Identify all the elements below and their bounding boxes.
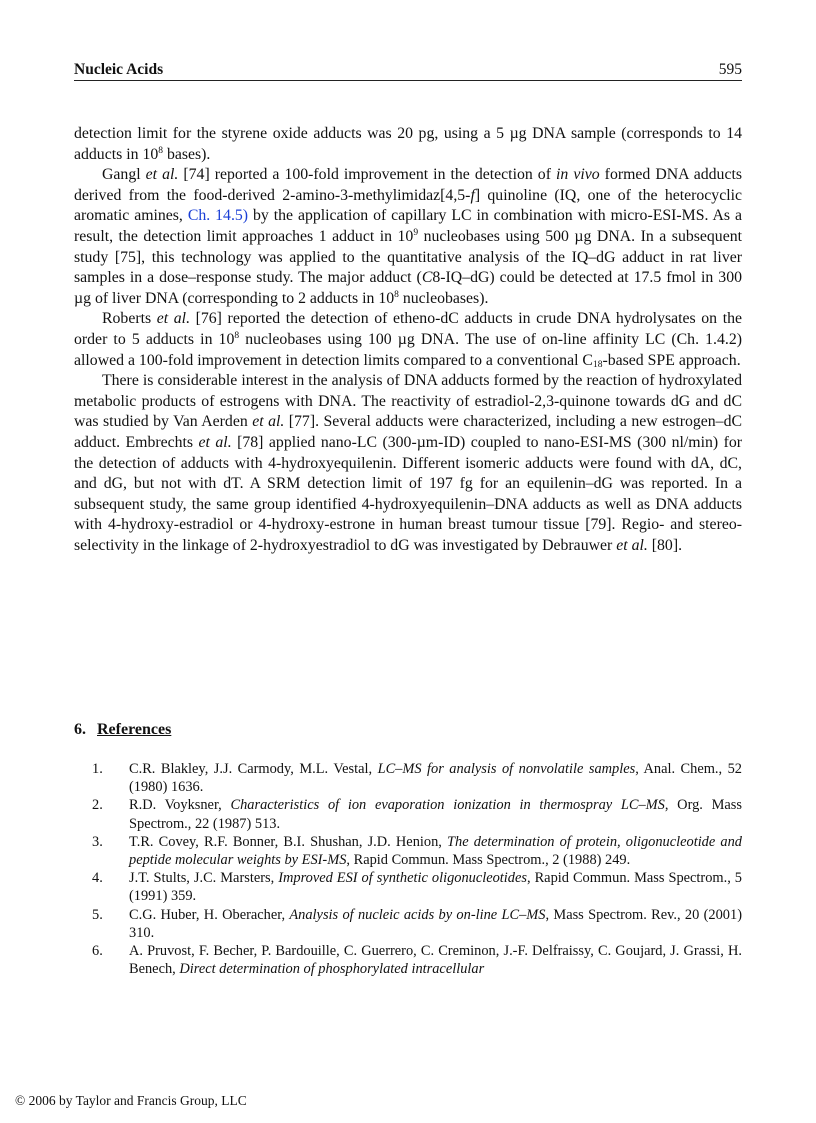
reference-item: 2. R.D. Voyksner, Characteristics of ion evaporation ionization in thermospray LC–MS, Org. Mass Spectrom., 22 (1987) 513. [92, 797, 742, 832]
running-header [74, 60, 742, 81]
reference-list [74, 760, 742, 978]
running-title: Nucleic Acids [74, 61, 164, 78]
chapter-link[interactable]: Ch. 14.5) [187, 207, 249, 225]
reference-item: 5. C.G. Huber, H. Oberacher, Analysis of nucleic acids by on-line LC–MS, Mass Spectrom. Rev., 20 (2001) 310. [92, 906, 742, 941]
reference-item: 3. T.R. Covey, R.F. Bonner, B.I. Shushan, J.D. Henion, The determination of protein, oligonucleotide and peptide molecular weights by ESI-MS, Rapid Commun. Mass Spectrom., 2 (1988) 249. [92, 833, 742, 869]
reference-item: 1. C.R. Blakley, J.J. Carmody, M.L. Vestal, LC–MS for analysis of nonvolatile samples, Anal. Chem., 52 (1980) 1636. [92, 761, 742, 796]
paragraph-2: Gangl et al. [74] reported a 100-fold improvement in the detection of in vivo formed DNA adducts derived from the food-derived 2-amino-3-methylimidaz[4,5-f] quinoline (IQ, one of the heterocyclic aromatic amines, Ch. 14.5) by the application of capillary LC in combination with micro-ESI-MS. As a result, the detection limit approaches 1 adduct in $10^9$ nucleobases using 500 µg DNA. In a subsequent study [75], this technology was applied to the quantitative analysis of the IQ–dG adduct in rat liver samples in a dose–response study. The major adduct (C8-IQ–dG) could be detected at 17.5 fmol in 300 µg of liver DNA (corresponding to 2 adducts in $10^8$ nucleobases). [74, 166, 743, 307]
page-number: 595 [718, 61, 742, 78]
section-number: 6. [74, 721, 86, 738]
copyright-footer: © 2006 by Taylor and Francis Group, LLC [15, 1093, 247, 1108]
reference-item: 4. J.T. Stults, J.C. Marsters, Improved ESI of synthetic oligonucleotides, Rapid Commun. Mass Spectrom., 5 (1991) 359. [92, 870, 742, 905]
section-title: References [97, 721, 172, 738]
paragraph-1: detection limit for the styrene oxide adducts was 20 pg, using a 5 µg DNA sample (corresponds to 14 adducts in $10^8$ bases). [74, 125, 742, 163]
paragraph-3: Roberts et al. [76] reported the detection of etheno-dC adducts in crude DNA hydrolysates on the order to 5 adducts in $10^8$ nucleobases using 100 µg DNA. The use of on-line affinity LC (Ch. 1.4.2) allowed a 100-fold improvement in detection limits compared to a conventional $C_{18}$-based SPE approach. [74, 310, 742, 370]
section-heading [74, 721, 171, 739]
body-text [74, 124, 742, 556]
reference-item: 6. A. Pruvost, F. Becher, P. Bardouille, C. Guerrero, C. Creminon, J.-F. Delfraissy, C. Goujard, J. Grassi, H. Benech, Direct determination of phosphorylated intracellular [92, 943, 742, 978]
paragraph-4: There is considerable interest in the analysis of DNA adducts formed by the reaction of hydroxylated metabolic products of estrogens with DNA. The reactivity of estradiol-2,3-quinone towards dG and dC was studied by Van Aerden et al. [77]. Several adducts were characterized, including a new estrogen–dC adduct. Embrechts et al. [78] applied nano-LC (300-µm-ID) coupled to nano-ESI-MS (300 nl/min) for the detection of adducts with 4-hydroxyequilenin. Different isomeric adducts were found with dA, dC, and dG, but not with dT. A SRM detection limit of 197 fg for an equilenin–dG was reported. In a subsequent study, the same group identified 4-hydroxyequilenin–DNA adducts as well as DNA adducts with 4-hydroxy-estradiol or 4-hydroxy-estrone in human breast tumour tissue [79]. Regio- and stereo-selectivity in the linkage of 2-hydroxyestradiol to dG was investigated by Debrauwer et al. [80]. [74, 372, 743, 554]
